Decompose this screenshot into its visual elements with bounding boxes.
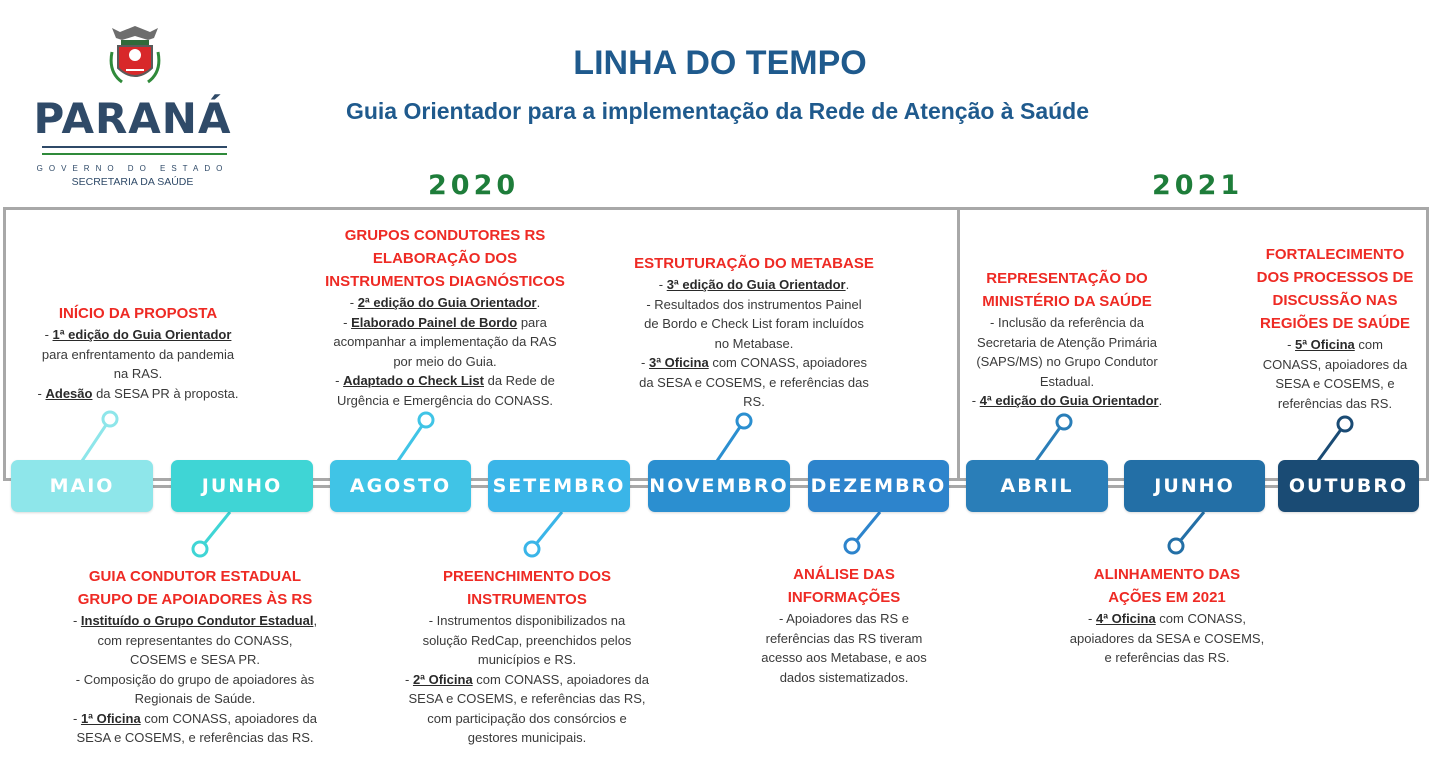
- event-heading: FORTALECIMENTO: [1265, 246, 1405, 263]
- event-novembro: ESTRUTURAÇÃO DO METABASE - 3ª edição do Guia Orientador. - Resultados dos instrumentos Painel de Bordo e Check List foram incluídos no Metabase. - 3ª Oficina com CONASS, apoiadores da SESA e COSEMS, e referências das RS.: [616, 252, 892, 412]
- event-agosto: GRUPOS CONDUTORES RS ELABORAÇÃO DOS INSTRUMENTOS DIAGNÓSTICOS - 2ª edição do Guia Orientador. - Elaborado Painel de Bordo para acompanhar a implementação da RAS por meio do Guia. - Adaptado o Check List da Rede de Urgência e Emergência do CONASS.: [300, 224, 590, 410]
- month-maio: MAIO: [11, 460, 153, 512]
- event-heading: REPRESENTAÇÃO DO: [986, 270, 1148, 287]
- event-heading: INÍCIO DA PROPOSTA: [58, 305, 218, 322]
- event-junho-2020: GUIA CONDUTOR ESTADUAL GRUPO DE APOIADORES ÀS RS - Instituído o Grupo Condutor Estadual, com representantes do CONASS, COSEMS e SESA PR. - Composição do grupo de apoiadores às Regionais de Saúde. - 1ª Oficina com CONASS, apoiadores da SESA e COSEMS, e referências das RS.: [44, 565, 346, 748]
- month-setembro: SETEMBRO: [488, 460, 630, 512]
- month-novembro: NOVEMBRO: [648, 460, 790, 512]
- event-heading: GUIA CONDUTOR ESTADUAL: [88, 568, 302, 585]
- year-2020-label: 2020: [428, 170, 520, 201]
- event-setembro: PREENCHIMENTO DOS INSTRUMENTOS - Instrumentos disponibilizados na solução RedCap, preenchidos pelos municípios e RS. - 2ª Oficina com CONASS, apoiadores da SESA e COSEMS, e referências das RS, com participação dos consórcios e gestores municipais.: [380, 565, 674, 748]
- month-dezembro: DEZEMBRO: [808, 460, 949, 512]
- month-outubro: OUTUBRO: [1278, 460, 1419, 512]
- event-heading: GRUPOS CONDUTORES RS: [344, 227, 546, 244]
- event-heading: ESTRUTURAÇÃO DO METABASE: [634, 255, 874, 272]
- month-abril: ABRIL: [966, 460, 1108, 512]
- year-2021-label: 2021: [1152, 170, 1244, 201]
- event-heading: ANÁLISE DAS: [793, 566, 895, 583]
- month-junho-2020: JUNHO: [171, 460, 313, 512]
- event-junho-2021: ALINHAMENTO DAS AÇÕES EM 2021 - 4ª Oficina com CONASS, apoiadores da SESA e COSEMS, e referências das RS.: [1050, 563, 1284, 668]
- event-outubro: FORTALECIMENTO DOS PROCESSOS DE DISCUSSÃO NAS REGIÕES DE SAÚDE - 5ª Oficina com CONASS, apoiadores da SESA e COSEMS, e referências das RS.: [1240, 243, 1430, 413]
- logo-secretaria: SECRETARIA DA SAÚDE: [71, 176, 194, 188]
- event-heading: PREENCHIMENTO DOS: [442, 568, 612, 585]
- logo-wordmark: PARANÁ: [33, 94, 232, 143]
- event-dezembro: ANÁLISE DAS INFORMAÇÕES - Apoiadores das RS e referências das RS tiveram acesso aos Metabase, e aos dados sistematizados.: [735, 563, 953, 687]
- event-abril: REPRESENTAÇÃO DO MINISTÉRIO DA SAÚDE - Inclusão da referência da Secretaria de Atenção Primária (SAPS/MS) no Grupo Condutor Estadual. - 4ª edição do Guia Orientador.: [950, 267, 1184, 411]
- page-subtitle: Guia Orientador para a implementação da Rede de Atenção à Saúde: [345, 98, 1090, 124]
- logo-government: GOVERNO DO ESTADO: [36, 164, 229, 173]
- event-maio: INÍCIO DA PROPOSTA - 1ª edição do Guia Orientador para enfrentamento da pandemia na RAS. - Adesão da SESA PR à proposta.: [16, 302, 260, 403]
- month-agosto: AGOSTO: [330, 460, 471, 512]
- month-junho-2021: JUNHO: [1124, 460, 1265, 512]
- event-heading: ALINHAMENTO DAS: [1093, 566, 1241, 583]
- page-title: LINHA DO TEMPO: [573, 44, 867, 82]
